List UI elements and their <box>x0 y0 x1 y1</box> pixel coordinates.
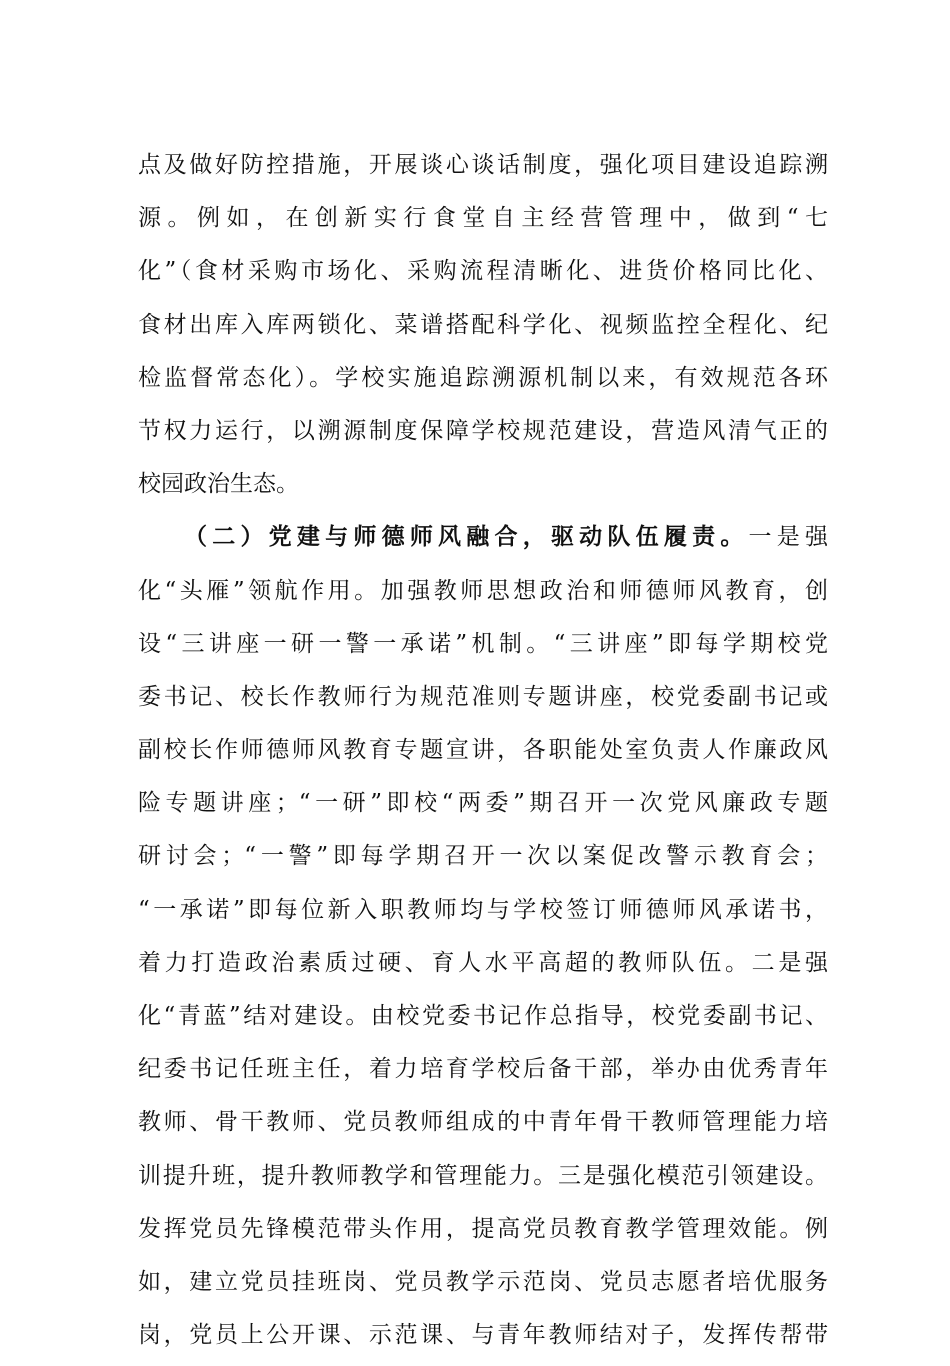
text-line: 设“三讲座一研一警一承诺”机制。“三讲座”即每学期校党 <box>138 630 828 657</box>
text-line: 教师、骨干教师、党员教师组成的中青年骨干教师管理能力培 <box>138 1109 828 1136</box>
section-heading: （二）党建与师德师风融合，驱动队伍履责。 <box>184 523 749 551</box>
text-line: 委书记、校长作教师行为规范准则专题讲座，校党委副书记或 <box>138 683 828 710</box>
text-line: 食材出库入库两锁化、菜谱搭配科学化、视频监控全程化、纪 <box>138 311 828 338</box>
text-line: “一承诺”即每位新入职教师均与学校签订师德师风承诺书， <box>138 896 828 923</box>
text-line: 岗，党员上公开课、示范课、与青年教师结对子，发挥传帮带 <box>138 1322 828 1349</box>
text-line: 校园政治生态。 <box>138 471 299 498</box>
section-heading-line <box>138 515 828 559</box>
text-line: 研讨会；“一警”即每学期召开一次以案促改警示教育会； <box>138 843 828 870</box>
text-line: 副校长作师德师风教育专题宣讲，各职能处室负责人作廉政风 <box>138 737 828 764</box>
text-line: 训提升班，提升教师教学和管理能力。三是强化模范引领建设。 <box>138 1162 828 1189</box>
text-line: 节权力运行，以溯源制度保障学校规范建设，营造风清气正的 <box>138 417 828 444</box>
section-heading-tail: 一是强 <box>748 524 829 551</box>
text-line: 发挥党员先锋模范带头作用，提高党员教育教学管理效能。例 <box>138 1215 828 1242</box>
text-line: 化“头雁”领航作用。加强教师思想政治和师德师风教育，创 <box>138 577 828 604</box>
text-line: 化“青蓝”结对建设。由校党委书记作总指导，校党委副书记、 <box>138 1003 828 1029</box>
text-line: 点及做好防控措施，开展谈心谈话制度，强化项目建设追踪溯 <box>138 152 828 178</box>
text-line: 检监督常态化）。学校实施追踪溯源机制以来，有效规范各环 <box>138 364 828 391</box>
text-line: 着力打造政治素质过硬、育人水平高超的教师队伍。二是强 <box>138 949 828 976</box>
body-text <box>138 143 828 1366</box>
text-line: 如，建立党员挂班岗、党员教学示范岗、党员志愿者培优服务 <box>138 1268 828 1295</box>
text-line: 源。例如，在创新实行食堂自主经营管理中，做到“七 <box>138 205 828 232</box>
text-line: 纪委书记任班主任，着力培育学校后备干部，举办由优秀青年 <box>138 1056 828 1083</box>
text-line: 险专题讲座；“一研”即校“两委”期召开一次党风廉政专题 <box>138 790 828 817</box>
text-line: 化”（食材采购市场化、采购流程清晰化、进货价格同比化、 <box>138 258 828 285</box>
